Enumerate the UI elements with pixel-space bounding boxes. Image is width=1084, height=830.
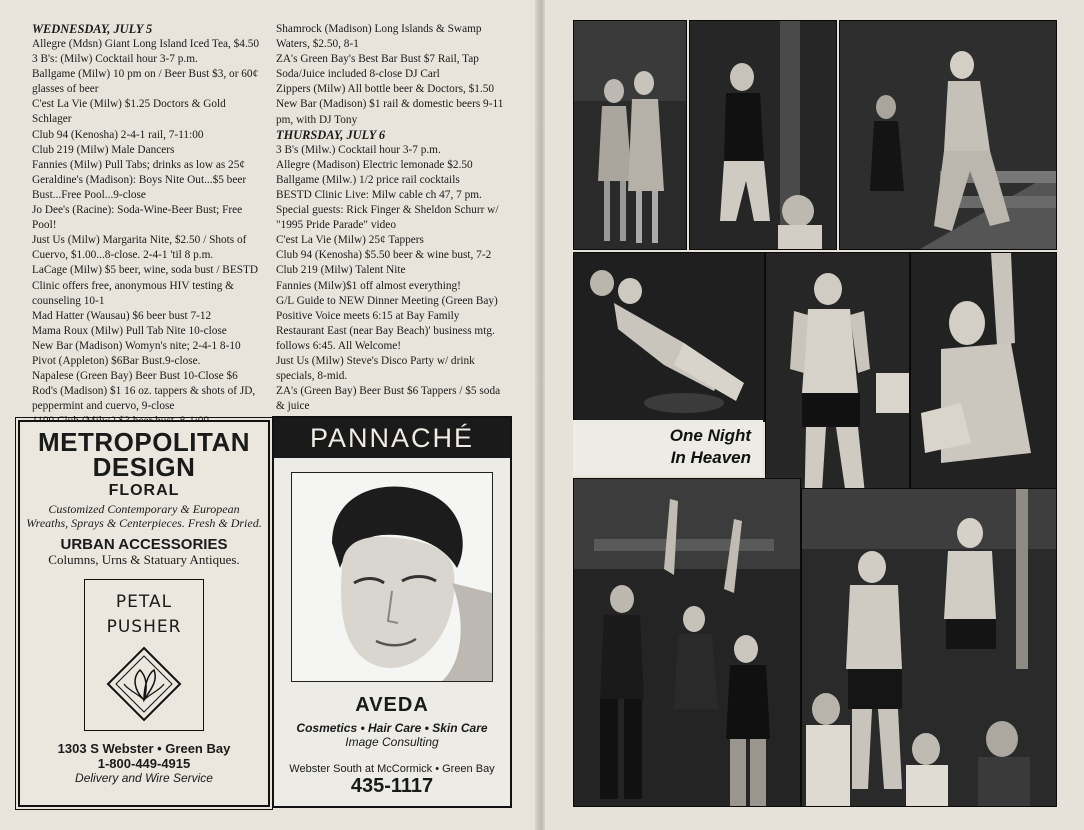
floral-heading: FLORAL bbox=[108, 482, 180, 499]
left-page bbox=[0, 0, 540, 830]
event-listing: Zippers (Milw) All bottle beer & Doctors, $1.50 bbox=[276, 83, 495, 96]
photo-couple-dancing bbox=[573, 20, 687, 250]
ad-address: Webster South at McCormick • Green Bay bbox=[289, 763, 495, 775]
event-listing: LaCage (Milw) $5 beer, wine, soda bust / BESTD Clinic offers free, anonymous HIV testing & counseling 10-1 bbox=[32, 264, 259, 307]
photo-crowd-arms-raised bbox=[573, 478, 801, 807]
event-listing: Mad Hatter (Wausau) $6 beer bust 7-12 bbox=[32, 309, 212, 322]
event-listing: Club 219 (Milw) Male Dancers bbox=[32, 143, 175, 156]
metropolitan-design-ad bbox=[18, 420, 270, 807]
event-listing: Pivot (Appleton) $6Bar Bust.9-close. bbox=[32, 354, 201, 367]
event-listing: New Bar (Madison) $1 rail & domestic beers 9-11 pm, with DJ Tony bbox=[276, 98, 504, 126]
model-portrait-photo bbox=[291, 472, 493, 682]
photo-dancer-leaning bbox=[573, 252, 765, 422]
photo-dancer-arm-raised bbox=[910, 252, 1057, 490]
event-listing: Club 219 (Milw) Talent Nite bbox=[276, 264, 406, 277]
event-listing: G/L Guide to NEW Dinner Meeting (Green Bay) Positive Voice meets 6:15 at Bay Family Restaurant East (near Bay Beach)' business mtg. follows 6:45. All Welcome! bbox=[276, 294, 498, 352]
floral-description: Customized Contemporary & European Wreaths, Sprays & Centerpieces. Fresh & Dried. bbox=[26, 502, 262, 530]
photo-caption-line2: In Heaven bbox=[670, 448, 751, 467]
ad-consulting: Image Consulting bbox=[345, 735, 439, 749]
events-column-wednesday bbox=[32, 22, 260, 429]
event-listing: Rod's (Madison) $1 16 oz. tappers & shots of JD, peppermint and cuervo, 9-close bbox=[32, 385, 256, 413]
ad-title bbox=[20, 427, 268, 482]
event-listing: Club 94 (Kenosha) $5.50 beer & wine bust, 7-2 bbox=[276, 249, 492, 262]
pannache-brand: PANNACHÉ bbox=[274, 418, 510, 458]
photo-dancers-in-crowd bbox=[801, 488, 1057, 807]
event-listing: Allegre (Madison) Electric lemonade $2.50 bbox=[276, 158, 473, 171]
logo-line2: PUSHER bbox=[106, 617, 182, 637]
ad-title-line2: DESIGN bbox=[92, 452, 196, 482]
event-listing: Ballgame (Milw) 10 pm on / Beer Bust $3, or 60¢ glasses of beer bbox=[32, 68, 259, 96]
day-heading-thursday: THURSDAY, JULY 6 bbox=[276, 127, 386, 142]
event-listing: ZA's (Green Bay) Beer Bust $6 Tappers / $5 soda & juice bbox=[276, 385, 501, 413]
event-listing: Special guests: Rick Finger & Sheldon Schurr w/ "1995 Pride Parade" video bbox=[276, 204, 499, 232]
event-listing: Just Us (Milw) Steve's Disco Party w/ drink specials, 8-mid. bbox=[276, 354, 475, 383]
photo-caption-line1: One Night bbox=[669, 426, 751, 445]
logo-line1: PETAL bbox=[115, 592, 173, 612]
ad-tagline: Delivery and Wire Service bbox=[75, 771, 213, 785]
aveda-logo: AVEDA bbox=[355, 694, 429, 716]
ad-phone: 435-1117 bbox=[350, 775, 434, 797]
photo-caption-box bbox=[573, 420, 763, 476]
event-listing: Shamrock (Madison) Long Islands & Swamp Waters, $2.50, 8-1 bbox=[276, 23, 482, 51]
events-column-thursday bbox=[276, 22, 508, 414]
event-listing: ZA's Green Bay's Best Bar Bust $7 Rail, Tap Soda/Juice included 8-close DJ Carl bbox=[276, 53, 479, 81]
pannache-ad bbox=[272, 416, 512, 808]
event-listing: BESTD Clinic Live: Milw cable ch 47, 7 pm. bbox=[276, 188, 482, 201]
ad-phone: 1-800-449-4915 bbox=[97, 756, 191, 771]
urban-accessories-heading: URBAN ACCESSORIES bbox=[60, 536, 228, 553]
event-listing: Ballgame (Milw.) 1/2 price rail cocktails bbox=[276, 173, 460, 186]
event-listing: Fannies (Milw)$1 off almost everything! bbox=[276, 279, 461, 292]
event-listing: Allegre (Mdsn) Giant Long Island Iced Tea, $4.50 bbox=[32, 38, 260, 50]
petal-pusher-logo bbox=[84, 579, 204, 731]
event-listing: Club 94 (Kenosha) 2-4-1 rail, 7-11:00 bbox=[32, 128, 204, 141]
urban-accessories-description: Columns, Urns & Statuary Antiques. bbox=[48, 552, 240, 567]
event-listing: 3 B's (Milw.) Cocktail hour 3-7 p.m. bbox=[276, 143, 441, 156]
event-listing: Napalese (Green Bay) Beer Bust 10-Close $6 bbox=[32, 370, 238, 383]
event-listing: C'est La Vie (Milw) 25¢ Tappers bbox=[276, 234, 424, 247]
flower-diamond-icon bbox=[104, 644, 184, 724]
day-heading-wednesday: WEDNESDAY, JULY 5 bbox=[32, 22, 153, 36]
event-listing: C'est La Vie (Milw) $1.25 Doctors & Gold Schlager bbox=[32, 98, 226, 126]
event-listing: 3 B's: (Milw) Cocktail hour 3-7 p.m. bbox=[32, 53, 198, 66]
ad-services: Cosmetics • Hair Care • Skin Care bbox=[296, 721, 488, 735]
photo-dancer-tank-top bbox=[689, 20, 837, 250]
ad-address: 1303 S Webster • Green Bay bbox=[57, 741, 231, 756]
event-listing: Mama Roux (Milw) Pull Tab Nite 10-close bbox=[32, 324, 227, 337]
photo-dancers-on-stairs bbox=[839, 20, 1057, 250]
ad-title-line1: METROPOLITAN bbox=[37, 427, 251, 457]
event-listing: Geraldine's (Madison): Boys Nite Out...$5 beer Bust...Free Pool...9-close bbox=[32, 173, 247, 201]
event-listing: Fannies (Milw) Pull Tabs; drinks as low as 25¢ bbox=[32, 158, 246, 171]
event-listing: Jo Dee's (Racine): Soda-Wine-Beer Bust; Free Pool! bbox=[32, 204, 243, 232]
event-listing: New Bar (Madison) Womyn's nite; 2-4-1 8-10 bbox=[32, 339, 241, 352]
event-listing: Just Us (Milw) Margarita Nite, $2.50 / Shots of Cuervo, $1.00...8-close. 2-4-1 'til 8 p.m. bbox=[32, 234, 247, 262]
